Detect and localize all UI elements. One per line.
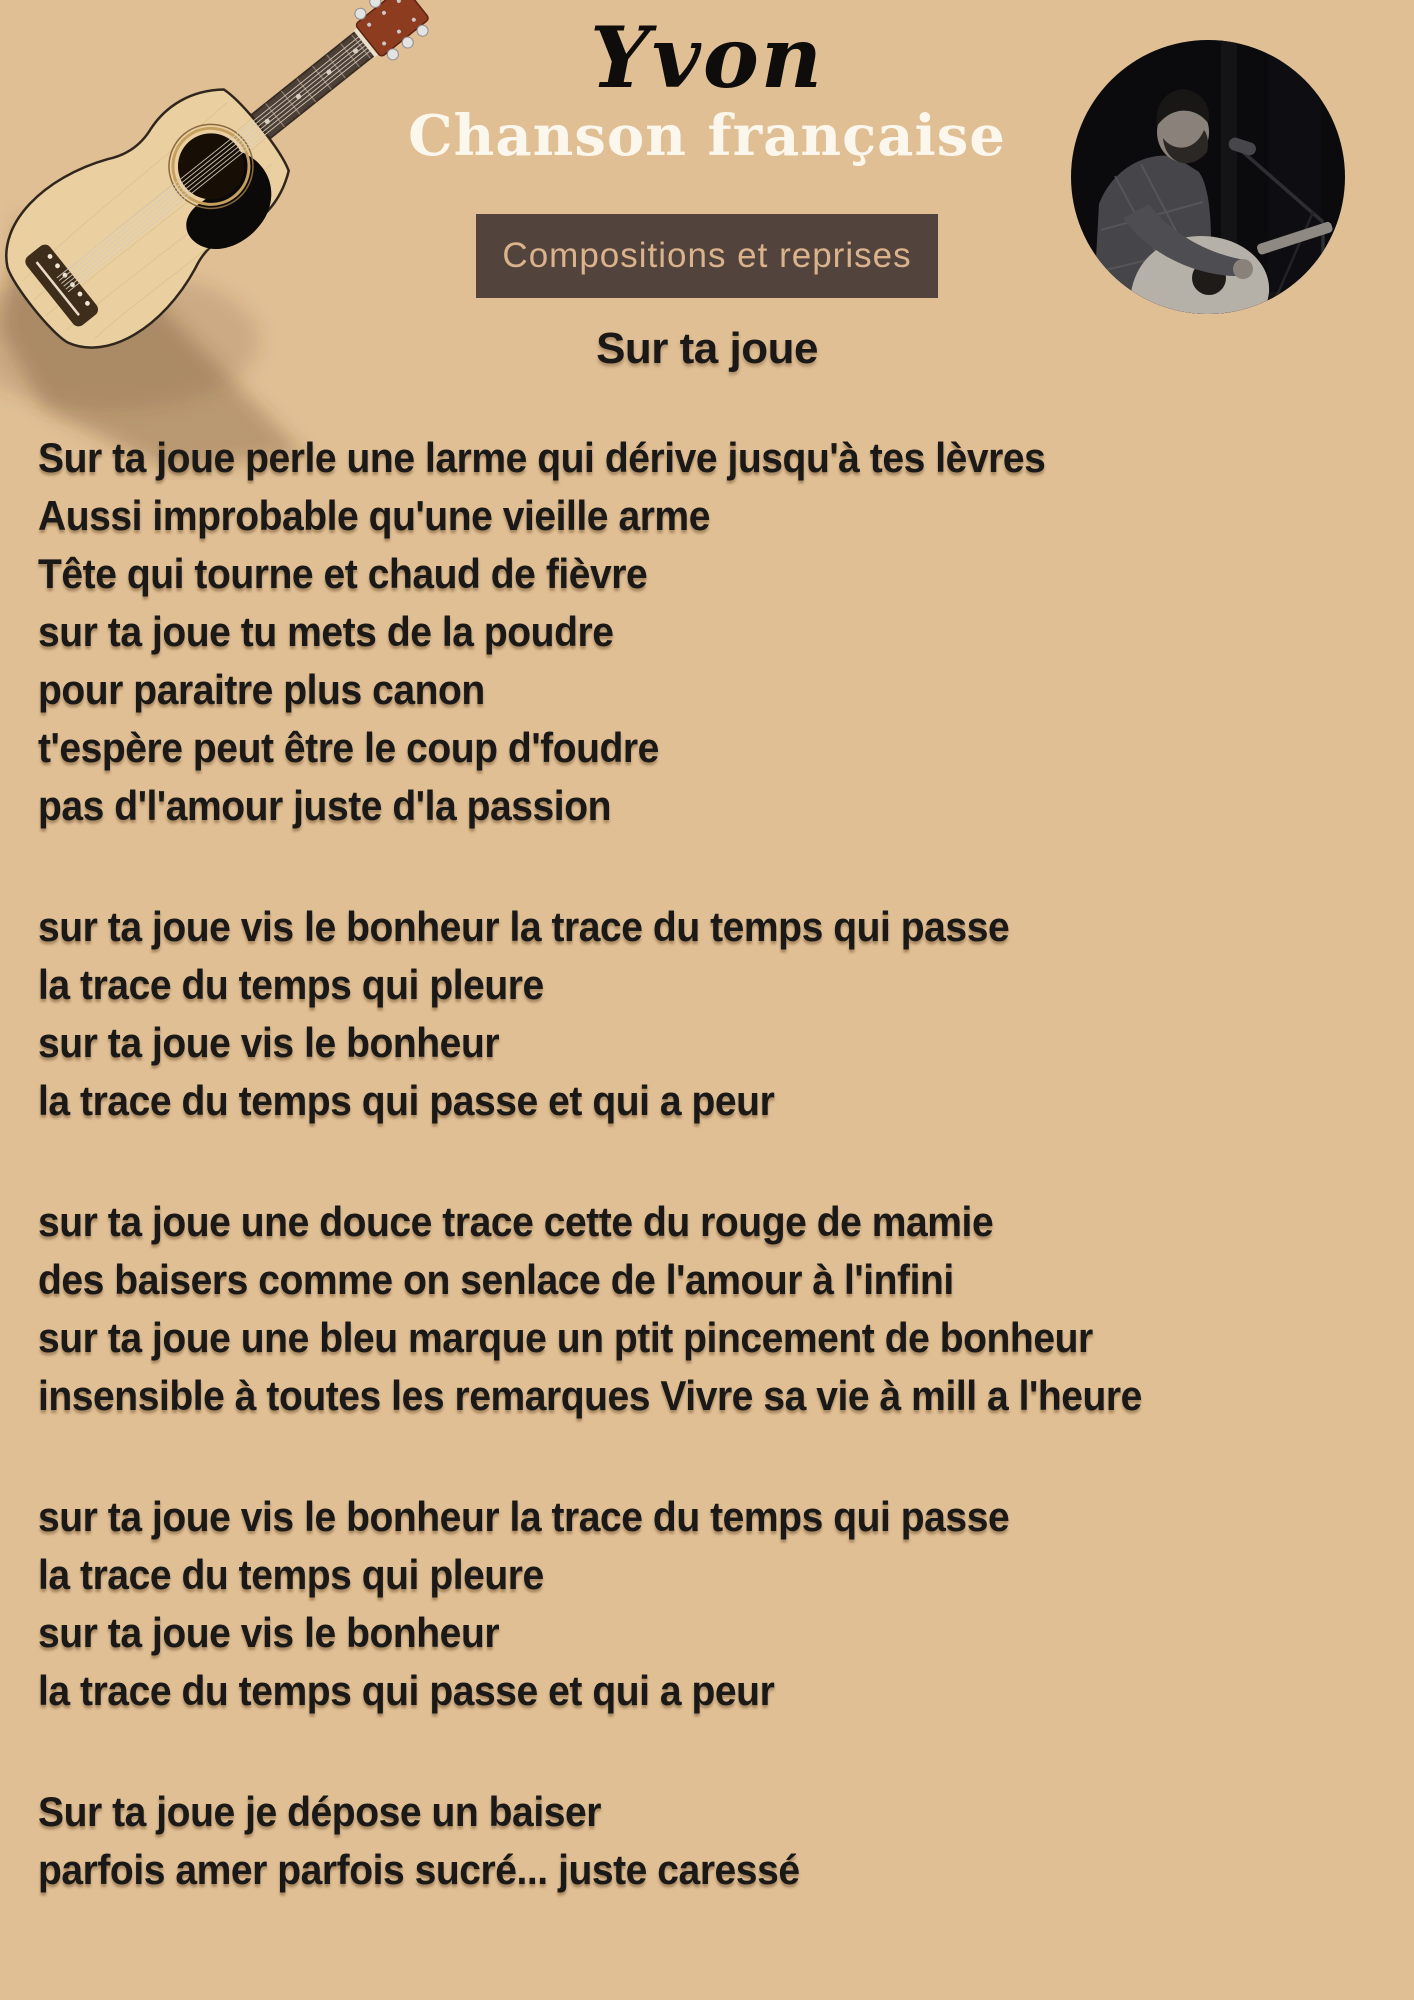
- lyric-line: la trace du temps qui pleure: [38, 1551, 544, 1598]
- lyric-line: la trace du temps qui pleure: [38, 961, 544, 1008]
- lyric-line: sur ta joue une bleu marque un ptit pincement de bonheur: [38, 1314, 1093, 1361]
- song-title: Sur ta joue: [596, 324, 818, 373]
- lyric-line: sur ta joue vis le bonheur: [38, 1609, 500, 1656]
- lyrics: [38, 429, 1142, 1899]
- stanza-chorus-2: [38, 1488, 1142, 1720]
- stanza-verse-1: [38, 429, 1142, 835]
- lyric-line: Sur ta joue je dépose un baiser: [38, 1788, 601, 1835]
- lyric-line: la trace du temps qui passe et qui a peur: [38, 1077, 775, 1124]
- lyric-line: parfois amer parfois sucré... juste caressé: [38, 1846, 800, 1893]
- lyric-line: des baisers comme on senlace de l'amour à l'infini: [38, 1256, 954, 1303]
- singer-photo: [1071, 40, 1345, 314]
- lyric-line: Tête qui tourne et chaud de fièvre: [38, 550, 648, 597]
- badge-label: Compositions et reprises: [502, 236, 912, 275]
- lyric-line: t'espère peut être le coup d'foudre: [38, 724, 659, 771]
- lyric-line: pas d'l'amour juste d'la passion: [38, 782, 611, 829]
- lyric-line: pour paraitre plus canon: [38, 666, 485, 713]
- lyric-line: sur ta joue vis le bonheur la trace du temps qui passe: [38, 1493, 1010, 1540]
- artist-name: Yvon: [590, 8, 824, 107]
- lyric-line: insensible à toutes les remarques Vivre sa vie à mill a l'heure: [38, 1372, 1142, 1419]
- lyric-line: sur ta joue vis le bonheur: [38, 1019, 500, 1066]
- lyric-line: sur ta joue une douce trace cette du rouge de mamie: [38, 1198, 994, 1245]
- lyric-line: Aussi improbable qu'une vieille arme: [38, 492, 710, 539]
- stanza-verse-2: [38, 1193, 1142, 1425]
- stanza-chorus-1: [38, 898, 1142, 1130]
- lyric-line: sur ta joue vis le bonheur la trace du temps qui passe: [38, 903, 1010, 950]
- badge: [476, 214, 937, 298]
- lyric-line: sur ta joue tu mets de la poudre: [38, 608, 614, 655]
- lyric-line: Sur ta joue perle une larme qui dérive jusqu'à tes lèvres: [38, 434, 1046, 481]
- artist-subtitle: Chanson française: [408, 103, 1006, 169]
- lyric-line: la trace du temps qui passe et qui a peur: [38, 1667, 775, 1714]
- stanza-outro: [38, 1783, 1142, 1899]
